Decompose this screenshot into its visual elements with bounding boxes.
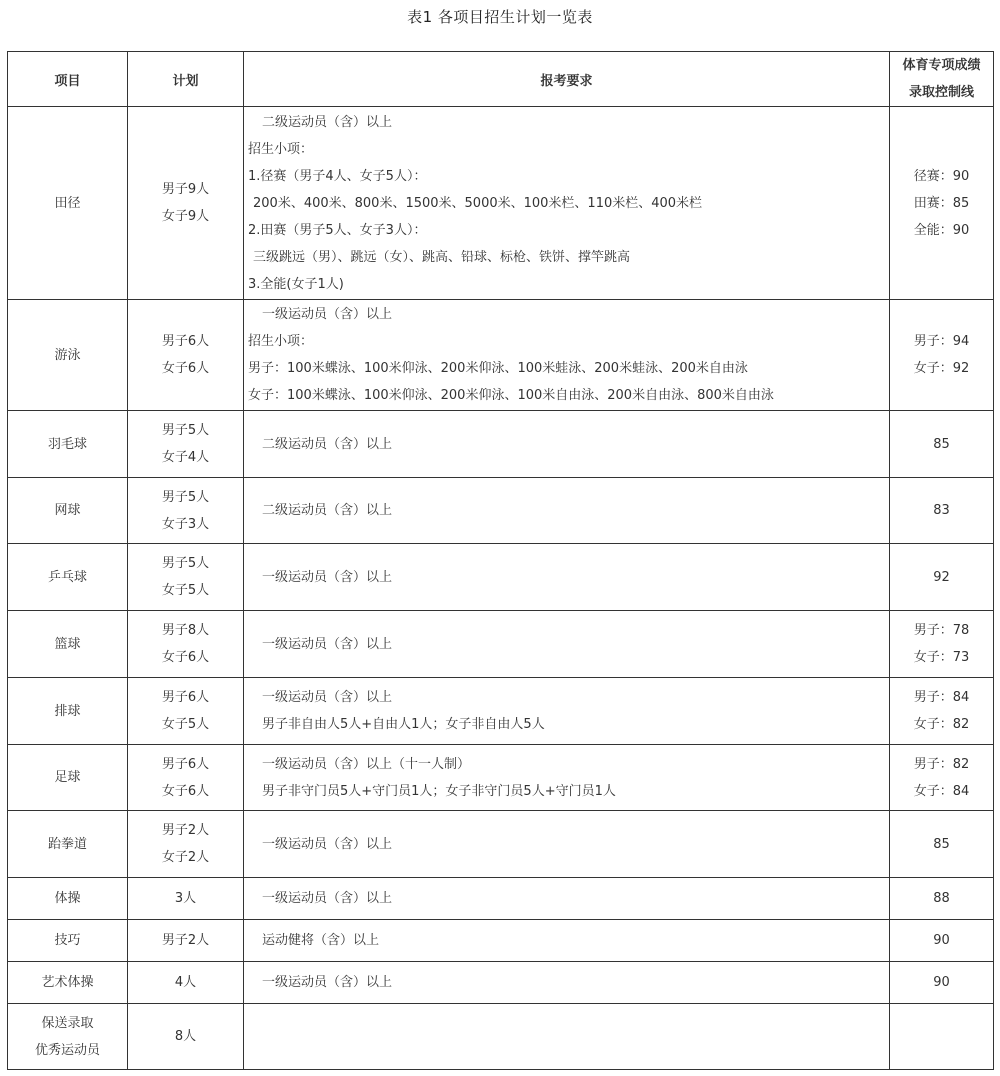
table-row (8, 611, 994, 678)
project-cell (8, 107, 128, 300)
requirement-cell (244, 544, 890, 611)
project-name: 篮球 (54, 636, 81, 652)
table-row (8, 544, 994, 611)
project-cell (8, 544, 128, 611)
plan-cell (128, 478, 244, 544)
plan-cell (128, 920, 244, 962)
project-name: 跆拳道 (47, 836, 87, 852)
plan-quota: 女子4人 (161, 450, 210, 465)
plan-quota: 4人 (174, 975, 197, 990)
requirement-line: 2.田赛（男子5人、女子3人）： (248, 222, 427, 238)
score-line: 90 (933, 975, 950, 990)
enrollment-plan-table (7, 51, 994, 1070)
project-name: 乒乓球 (47, 569, 87, 585)
header-score-line-1: 体育专项成绩 (902, 58, 981, 73)
score-line: 男子：84 (913, 690, 970, 705)
table-row (8, 811, 994, 878)
plan-cell (128, 878, 244, 920)
score-line: 女子：82 (913, 717, 970, 732)
requirement-cell (244, 107, 890, 300)
requirement-cell (244, 611, 890, 678)
requirement-line: 女子：100米蝶泳、100米仰泳、200米仰泳、100米自由泳、200米自由泳、800米自由泳 (248, 388, 774, 403)
table-body (8, 107, 994, 1070)
requirement-line: 三级跳远（男）、跳远（女）、跳高、铅球、标枪、铁饼、撑竿跳高 (253, 249, 631, 265)
requirement-line: 一级运动员（含）以上 (262, 636, 393, 652)
score-line: 85 (933, 836, 950, 852)
project-name: 网球 (54, 503, 81, 518)
project-cell (8, 411, 128, 478)
score-cell (890, 811, 994, 878)
project-cell (8, 962, 128, 1004)
requirement-line: 二级运动员（含）以上 (262, 436, 393, 452)
score-cell (890, 745, 994, 811)
score-line: 92 (933, 569, 950, 585)
score-line: 女子：73 (913, 650, 970, 665)
requirement-line: 一级运动员（含）以上 (262, 690, 393, 705)
table-row (8, 478, 994, 544)
score-line: 88 (933, 891, 950, 906)
project-cell (8, 478, 128, 544)
plan-cell (128, 1004, 244, 1070)
plan-cell (128, 107, 244, 300)
score-cell (890, 107, 994, 300)
project-cell (8, 811, 128, 878)
project-name: 体操 (54, 891, 81, 906)
project-name: 羽毛球 (47, 436, 87, 452)
plan-quota: 男子5人 (161, 423, 210, 438)
plan-cell (128, 300, 244, 411)
requirement-line: 1.径赛（男子4人、女子5人）： (248, 168, 427, 184)
requirement-cell (244, 678, 890, 745)
score-line: 90 (933, 933, 950, 948)
plan-cell (128, 611, 244, 678)
score-cell (890, 1004, 994, 1070)
plan-quota: 男子2人 (161, 823, 210, 838)
score-cell (890, 411, 994, 478)
project-cell (8, 745, 128, 811)
requirement-cell (244, 411, 890, 478)
project-name: 优秀运动员 (34, 1042, 100, 1058)
table-row (8, 920, 994, 962)
requirement-line: 二级运动员（含）以上 (262, 114, 393, 130)
plan-quota: 女子6人 (161, 650, 210, 665)
plan-quota: 男子2人 (161, 933, 210, 948)
project-cell (8, 878, 128, 920)
plan-quota: 男子5人 (161, 556, 210, 571)
requirement-line: 3.全能(女子1人) (248, 276, 344, 292)
score-line: 男子：94 (913, 334, 970, 349)
header-project: 项目 (8, 52, 128, 107)
score-line: 女子：84 (913, 783, 970, 799)
plan-quota: 男子6人 (161, 334, 210, 349)
score-cell (890, 678, 994, 745)
plan-cell (128, 811, 244, 878)
requirement-cell (244, 1004, 890, 1070)
project-cell (8, 678, 128, 745)
score-line: 全能：90 (913, 222, 970, 238)
header-score-line (890, 52, 994, 107)
requirement-line: 男子非守门员5人+守门员1人；女子非守门员5人+守门员1人 (262, 783, 616, 799)
score-cell (890, 920, 994, 962)
plan-quota: 女子5人 (161, 717, 210, 732)
score-line: 85 (933, 436, 950, 452)
requirement-line: 男子非自由人5人+自由人1人；女子非自由人5人 (262, 717, 545, 732)
requirement-line: 一级运动员（含）以上 (262, 307, 393, 322)
project-name: 游泳 (54, 347, 81, 363)
plan-quota: 男子6人 (161, 756, 210, 772)
plan-quota: 男子5人 (161, 489, 210, 505)
requirement-line: 男子：100米蝶泳、100米仰泳、200米仰泳、100米蛙泳、200米蛙泳、200米自由泳 (248, 361, 748, 376)
plan-quota: 女子3人 (161, 516, 210, 532)
plan-quota: 男子6人 (161, 690, 210, 705)
project-name: 艺术体操 (41, 975, 94, 990)
project-name: 田径 (54, 195, 81, 211)
plan-cell (128, 745, 244, 811)
score-line: 径赛：90 (913, 168, 970, 184)
requirement-line: 招生小项： (248, 334, 314, 349)
score-line: 男子：82 (913, 756, 970, 772)
score-line: 83 (933, 503, 950, 518)
requirement-line: 一级运动员（含）以上 (262, 569, 393, 585)
table-row (8, 745, 994, 811)
requirement-line: 一级运动员（含）以上 (262, 891, 393, 906)
score-cell (890, 544, 994, 611)
table-row (8, 107, 994, 300)
plan-quota: 女子6人 (161, 361, 210, 376)
score-cell (890, 962, 994, 1004)
project-name: 技巧 (54, 933, 81, 948)
plan-cell (128, 411, 244, 478)
table-caption: 表1 各项目招生计划一览表 (407, 8, 593, 26)
requirement-line: 招生小项： (248, 141, 314, 157)
project-cell (8, 300, 128, 411)
header-requirement: 报考要求 (244, 52, 890, 107)
table-header-row (8, 52, 994, 107)
table-row (8, 878, 994, 920)
header-score-line-2: 录取控制线 (908, 85, 974, 100)
table-row (8, 678, 994, 745)
requirement-line: 一级运动员（含）以上 (262, 836, 393, 852)
score-line: 男子：78 (913, 623, 970, 638)
requirement-cell (244, 478, 890, 544)
requirement-line: 二级运动员（含）以上 (262, 503, 393, 518)
plan-quota: 女子9人 (161, 209, 210, 224)
project-name: 足球 (54, 770, 81, 785)
requirement-cell (244, 878, 890, 920)
score-cell (890, 611, 994, 678)
header-plan: 计划 (128, 52, 244, 107)
score-cell (890, 878, 994, 920)
score-cell (890, 300, 994, 411)
requirement-cell (244, 962, 890, 1004)
requirement-line: 一级运动员（含）以上 (262, 975, 393, 990)
project-name: 保送录取 (41, 1015, 94, 1031)
project-cell (8, 1004, 128, 1070)
requirement-line: 运动健将（含）以上 (262, 933, 380, 948)
plan-quota: 女子5人 (161, 583, 210, 598)
requirement-cell (244, 300, 890, 411)
table-row (8, 411, 994, 478)
plan-cell (128, 544, 244, 611)
requirement-line: 200米、400米、800米、1500米、5000米、100米栏、110米栏、400米栏 (253, 195, 703, 211)
score-cell (890, 478, 994, 544)
requirement-cell (244, 920, 890, 962)
score-line: 女子：92 (913, 361, 970, 376)
table-row (8, 300, 994, 411)
plan-quota: 女子6人 (161, 783, 210, 799)
plan-quota: 3人 (174, 891, 197, 906)
score-line: 田赛：85 (913, 195, 970, 211)
plan-quota: 8人 (174, 1029, 197, 1044)
plan-quota: 男子8人 (161, 623, 210, 638)
table-row (8, 1004, 994, 1070)
project-cell (8, 920, 128, 962)
table-row (8, 962, 994, 1004)
plan-cell (128, 678, 244, 745)
plan-quota: 女子2人 (161, 850, 210, 865)
project-name: 排球 (54, 703, 81, 719)
requirement-cell (244, 811, 890, 878)
plan-cell (128, 962, 244, 1004)
plan-quota: 男子9人 (161, 182, 210, 197)
project-cell (8, 611, 128, 678)
requirement-cell (244, 745, 890, 811)
requirement-line: 一级运动员（含）以上（十一人制） (262, 756, 471, 772)
